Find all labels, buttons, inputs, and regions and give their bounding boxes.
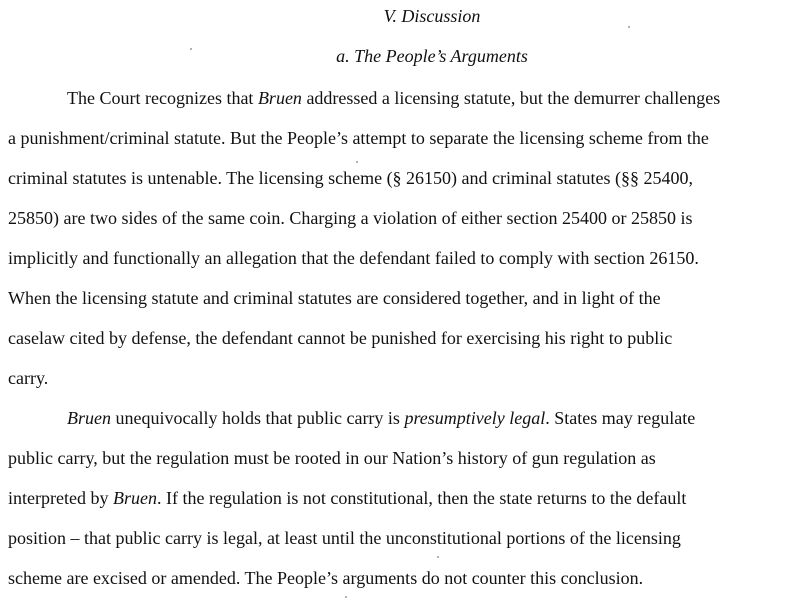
- paragraph-1-line-7: caselaw cited by defense, the defendant cannot be punished for exercising his right to public: [8, 328, 673, 348]
- scan-speck: [628, 26, 630, 28]
- emphasis-text: presumptively legal: [404, 408, 546, 428]
- paragraph-1-line-1: [67, 87, 720, 109]
- paragraph-1-line-5: implicitly and functionally an allegation that the defendant failed to comply with section 26150.: [8, 248, 699, 268]
- paragraph-1-line-6: When the licensing statute and criminal statutes are considered together, and in light of the: [8, 288, 661, 308]
- scan-speck: [356, 161, 358, 163]
- case-name-bruen: Bruen: [112, 488, 157, 508]
- text-run: addressed a licensing statute, but the demurrer challenges: [301, 88, 721, 108]
- scan-speck: [437, 556, 439, 558]
- text-run: unequivocally holds that public carry is: [111, 408, 405, 428]
- case-name-bruen: Bruen: [257, 88, 302, 108]
- text-run: . If the regulation is not constitutional, then the state returns to the default: [156, 488, 687, 508]
- scan-speck: [190, 48, 192, 50]
- scan-speck: [345, 596, 347, 598]
- paragraph-2-line-1: [67, 407, 695, 429]
- text-run: . States may regulate: [545, 408, 696, 428]
- subsection-heading: a. The People’s Arguments: [336, 46, 528, 66]
- paragraph-2-line-4: position – that public carry is legal, at least until the unconstitutional portions of the licensing: [8, 528, 681, 548]
- text-run: interpreted by: [8, 488, 113, 508]
- paragraph-1-line-3: criminal statutes is untenable. The licensing scheme (§ 26150) and criminal statutes (§§ 25400,: [8, 168, 694, 188]
- paragraph-2-line-5: scheme are excised or amended. The People’s arguments do not counter this conclusion.: [8, 568, 644, 588]
- paragraph-1-line-2: a punishment/criminal statute. But the People’s attempt to separate the licensing scheme from the: [8, 128, 709, 148]
- case-name-bruen: Bruen: [67, 408, 111, 428]
- paragraph-2-line-2: public carry, but the regulation must be rooted in our Nation’s history of gun regulation as: [8, 448, 656, 468]
- text-run: The Court recognizes that: [67, 88, 258, 108]
- section-heading: V. Discussion: [383, 6, 481, 26]
- paragraph-1-line-4: 25850) are two sides of the same coin. Charging a violation of either section 25400 or 25850 is: [8, 208, 693, 228]
- paragraph-2-line-3: [8, 487, 686, 509]
- paragraph-1-line-8: carry.: [8, 368, 49, 388]
